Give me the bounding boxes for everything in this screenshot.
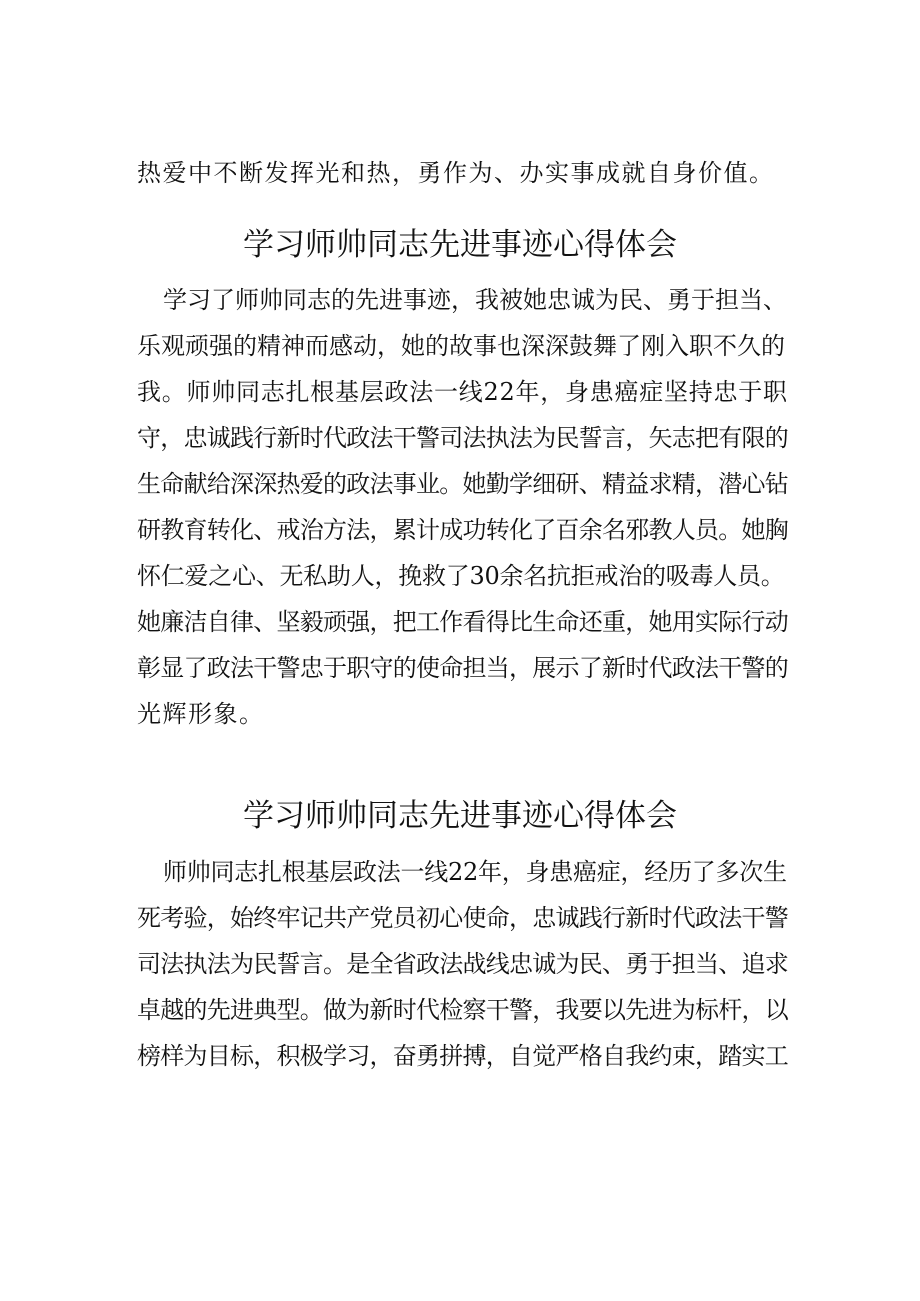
paragraph-line: 死考验，始终牢记共产党员初心使命，忠诚践行新时代政法干警 <box>137 904 788 932</box>
paragraph-line: 研教育转化、戒治方法，累计成功转化了百余名邪教人员。她胸 <box>137 516 788 544</box>
intro-line: 热爱中不断发挥光和热，勇作为、办实事成就自身价值。 <box>137 159 775 187</box>
paragraph-line: 彰显了政法干警忠于职守的使命担当，展示了新时代政法干警的 <box>137 654 788 682</box>
paragraph-line: 她廉洁自律、坚毅顽强，把工作看得比生命还重，她用实际行动 <box>137 608 788 636</box>
paragraph-line: 师帅同志扎根基层政法一线22年，身患癌症，经历了多次生 <box>163 858 787 886</box>
paragraph-line: 我。师帅同志扎根基层政法一线22年，身患癌症坚持忠于职 <box>137 378 788 406</box>
section1-title: 学习师帅同志先进事迹心得体会 <box>243 227 677 263</box>
paragraph-line: 乐观顽强的精神而感动，她的故事也深深鼓舞了刚入职不久的 <box>137 332 785 360</box>
paragraph-line: 卓越的先进典型。做为新时代检察干警，我要以先进为标杆，以 <box>137 996 788 1024</box>
section2-title: 学习师帅同志先进事迹心得体会 <box>243 798 677 834</box>
paragraph-line: 守，忠诚践行新时代政法干警司法执法为民誓言，矢志把有限的 <box>137 424 788 452</box>
paragraph-line: 榜样为目标，积极学习，奋勇拼搏，自觉严格自我约束，踏实工 <box>137 1042 788 1070</box>
paragraph-line: 光辉形象。 <box>137 700 265 728</box>
paragraph-line: 生命献给深深热爱的政法事业。她勤学细研、精益求精，潜心钻 <box>137 470 788 498</box>
paragraph-line: 学习了师帅同志的先进事迹，我被她忠诚为民、勇于担当、 <box>163 286 787 314</box>
paragraph-line: 怀仁爱之心、无私助人，挽救了30余名抗拒戒治的吸毒人员。 <box>137 562 785 590</box>
paragraph-line: 司法执法为民誓言。是全省政法战线忠诚为民、勇于担当、追求 <box>137 950 788 978</box>
